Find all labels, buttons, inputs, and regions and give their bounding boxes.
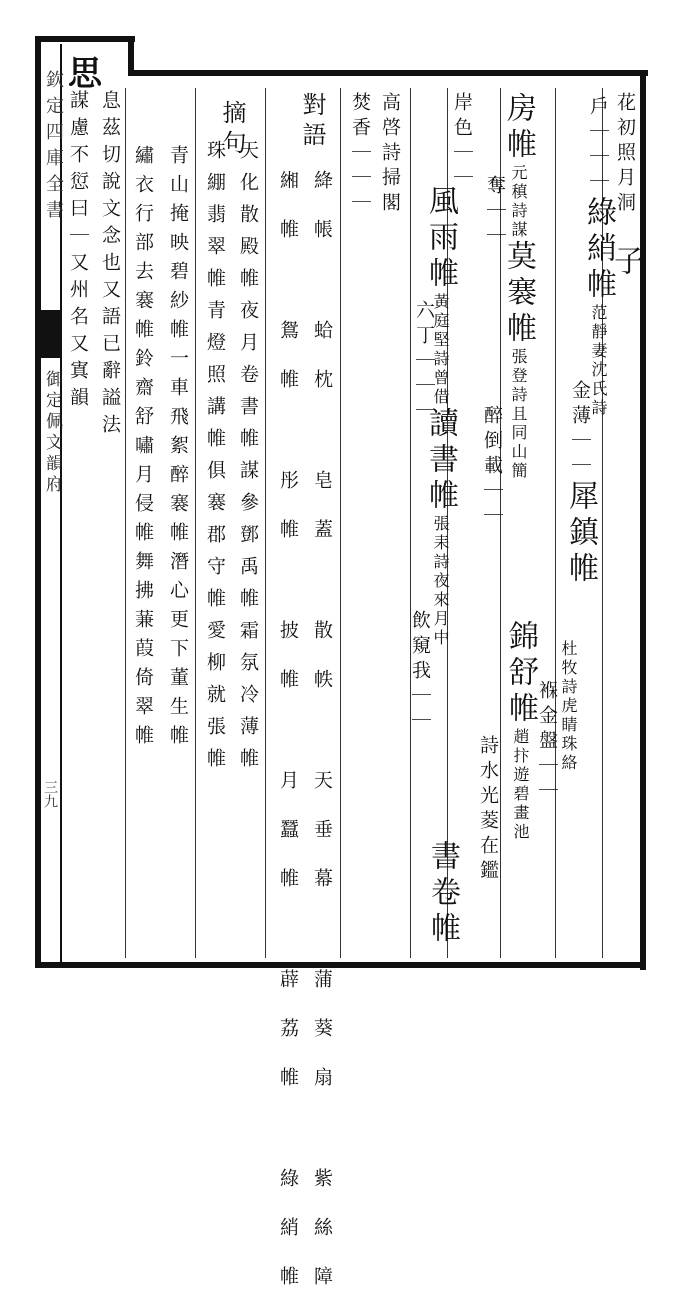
zhaiju-line: 繡衣行部去褰帷鈴齋舒嘯月侵帷舞拂蒹葭倚翠帷: [132, 145, 154, 754]
duiyu-row: 絳帳 蛤枕 皂蓋 散帙 天垂幕 蒲葵扇 紫絲障: [311, 170, 333, 1315]
text-column: 岸色｜｜: [451, 92, 473, 192]
frame-top-left: [35, 36, 135, 42]
zhaiju-line: 珠綳翡翠帷青燈照講帷俱褰郡守帷愛柳就張帷: [204, 140, 226, 780]
frame-bottom: [35, 962, 646, 968]
column-rule: [125, 88, 126, 958]
text-column: 錦舒帷趙抃遊碧畫池: [503, 620, 538, 842]
text-column: 詩水光菱在鑑: [477, 735, 499, 885]
text-column: 房帷元稹詩謀莫褰帷張登詩且同山簡: [501, 92, 536, 481]
column-rule: [265, 88, 266, 958]
column-rule: [340, 88, 341, 958]
frame-right: [640, 70, 646, 970]
edge-subtitle: 御定佩文韻府: [42, 370, 62, 496]
text-column: 奪｜｜: [484, 175, 506, 250]
edge-fish-tail: [36, 310, 60, 358]
column-rule: [410, 88, 411, 958]
edge-title: 欽定四庫全書: [43, 70, 64, 226]
zhaiju-line: 天化散殿帷夜月卷書帷謀參鄧禹帷霜氛冷薄帷: [237, 140, 259, 780]
text-column: 醉倒載｜｜: [481, 405, 503, 530]
column-rule: [195, 88, 196, 958]
zhaiju-line: 青山掩映碧紗帷一車飛絮醉褰帷潛心更下董生帷: [167, 145, 189, 754]
text-column: 戶｜｜｜綠綃帷范靜妻沈氏詩: [581, 96, 616, 418]
text-column: 金薄｜｜犀鎮帷: [563, 380, 598, 588]
frame-top: [128, 70, 648, 76]
text-column: 風雨帷黃庭堅詩曾借讀書帷張耒詩夜來月中: [423, 185, 458, 648]
text-column: 杜牧詩虎睛珠絡: [559, 640, 578, 773]
page-number: 三九: [42, 780, 58, 808]
duiyu-label: 對語: [298, 92, 326, 152]
zhaiju-label: 摘句: [218, 100, 246, 160]
text-column: 飲窺我｜｜: [409, 610, 431, 735]
duiyu-row: 緗帷 鴛帷 彤帷 披帷 月蠶帷 薜荔帷 綠綃帷: [277, 170, 299, 1315]
text-column: 花初照月洞 子: [608, 92, 643, 281]
si-definition-line: 謀慮不愆曰｜又州名又寘韻: [67, 90, 89, 414]
head-character: 思: [68, 54, 102, 94]
text-column: 高啓詩掃閣: [379, 92, 401, 217]
text-column: 六丁｜｜｜: [413, 300, 435, 425]
text-column: 書卷帷: [425, 840, 460, 948]
column-rule: [555, 88, 556, 958]
text-column: 焚香｜｜｜: [349, 92, 371, 217]
si-definition-line: 息茲切說文念也又語已辭謚法: [99, 90, 121, 441]
text-column: 褓金盤｜｜: [536, 680, 558, 805]
